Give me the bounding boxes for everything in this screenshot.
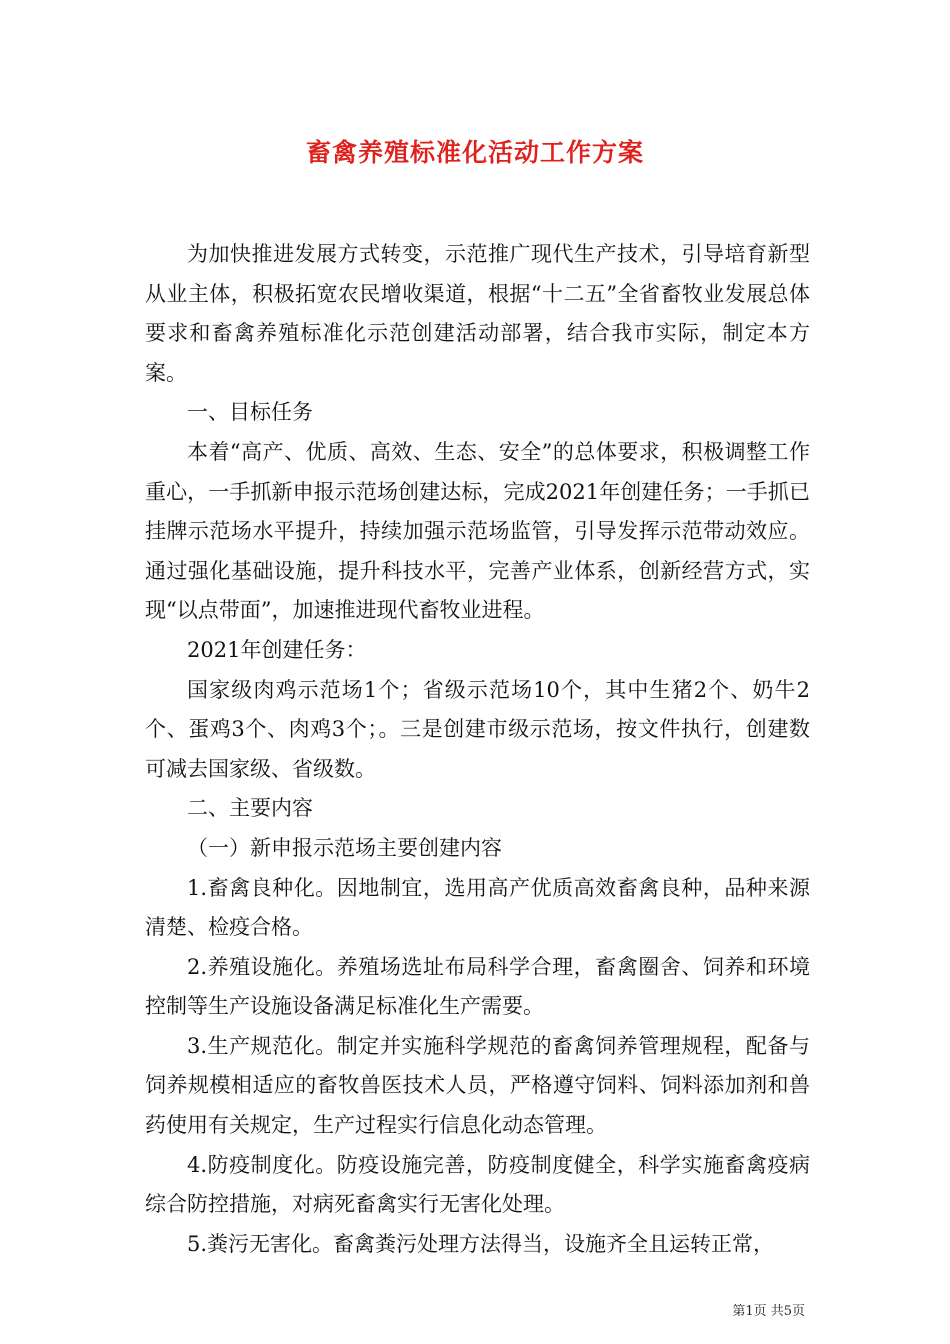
document-title: 畜禽养殖标准化活动工作方案 (305, 138, 644, 167)
section-heading-goals: 一、目标任务 (187, 400, 313, 425)
list-item-epidemic: 4.防疫制度化。防疫设施完善，防疫制度健全，科学实施畜禽疫病综合防控措施，对病死畜禽实行无害化处理。 (145, 1152, 810, 1217)
subsection-heading-new-farms: （一）新申报示范场主要创建内容 (187, 835, 502, 860)
section-heading-content: 二、主要内容 (187, 796, 313, 821)
list-item-manure: 5.粪污无害化。畜禽粪污处理方法得当，设施齐全且运转正常， (187, 1231, 775, 1256)
paragraph-intro: 为加快推进发展方式转变，示范推广现代生产技术，引导培育新型从业主体，积极拓宽农民增收渠道，根据“十二五”全省畜牧业发展总体要求和畜禽养殖标准化示范创建活动部署，结合我市实际，制定本方案。 (145, 242, 810, 385)
list-item-breeds: 1.畜禽良种化。因地制宜，选用高产优质高效畜禽良种，品种来源清楚、检疫合格。 (145, 875, 810, 940)
list-item-facilities: 2.养殖设施化。养殖场选址布局科学合理，畜禽圈舍、饲养和环境控制等生产设施设备满足标准化生产需要。 (145, 954, 810, 1019)
page-number: 第1页 共5页 (732, 1304, 805, 1319)
list-item-production: 3.生产规范化。制定并实施科学规范的畜禽饲养管理规程，配备与饲养规模相适应的畜牧兽医技术人员，严格遵守饲料、饲料添加剂和兽药使用有关规定，生产过程实行信息化动态管理。 (145, 1033, 810, 1138)
paragraph-goals: 本着“高产、优质、高效、生态、安全”的总体要求，积极调整工作重心，一手抓新申报示范场创建达标，完成2021年创建任务；一手抓已挂牌示范场水平提升，持续加强示范场监管，引导发挥示范带动效应。通过强化基础设施，提升科技水平，完善产业体系，创新经营方式，实现“以点带面”，加速推进现代畜牧业进程。 (145, 439, 810, 623)
document-body (145, 235, 810, 1264)
paragraph-task-detail: 国家级肉鸡示范场1个；省级示范场10个，其中生猪2个、奶牛2个、蛋鸡3个、肉鸡3个；。三是创建市级示范场，按文件执行，创建数可减去国家级、省级数。 (145, 677, 810, 781)
paragraph-task-label: 2021年创建任务： (187, 637, 367, 662)
